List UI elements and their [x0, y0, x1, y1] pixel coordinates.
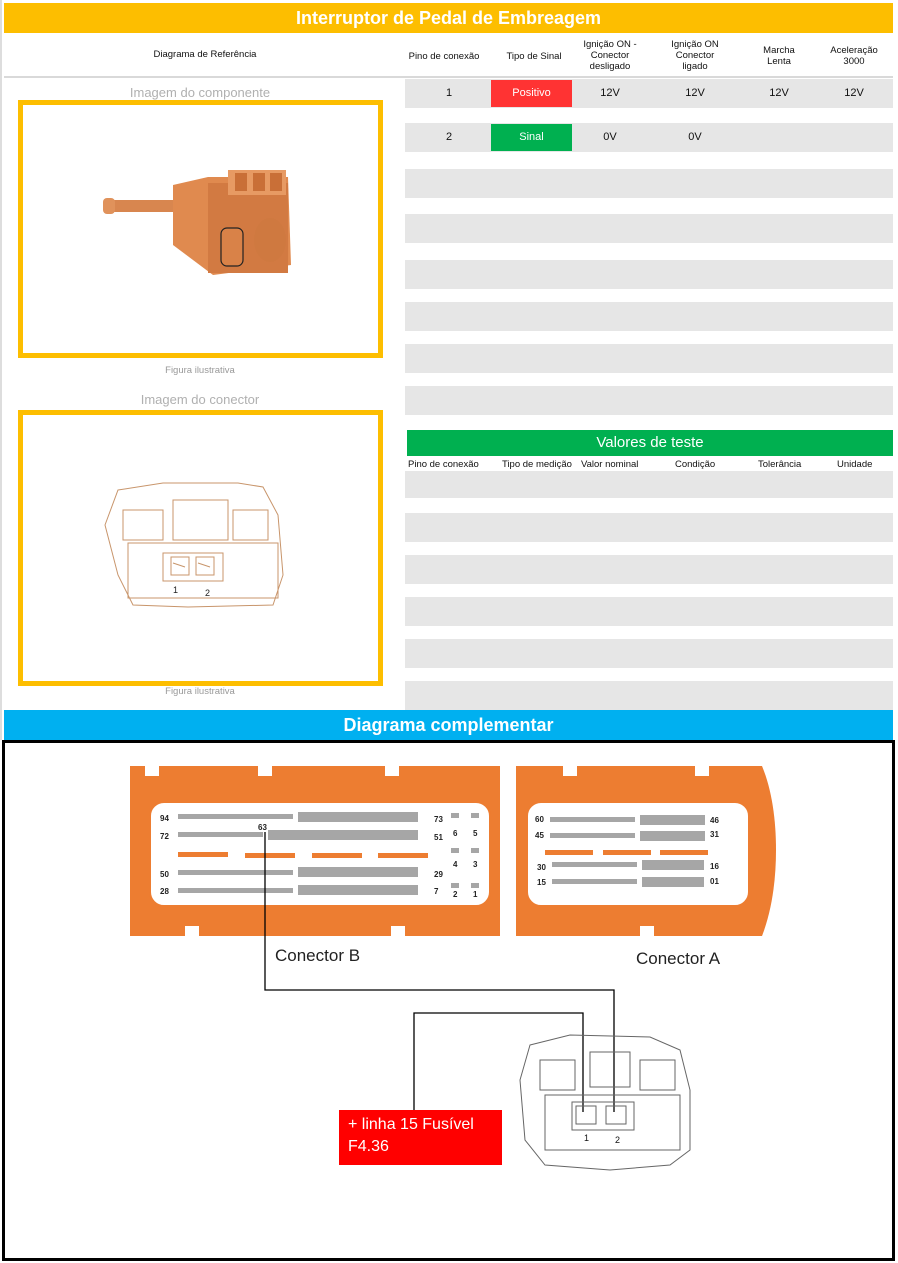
- pin-number: 1: [445, 87, 453, 99]
- supply-wire-fuse: [414, 1013, 583, 1112]
- b-pin-label: 2: [453, 890, 458, 899]
- empty-row: [405, 169, 893, 198]
- test-values-title: Valores de teste: [407, 430, 893, 456]
- connector-caption: Figura ilustrativa: [165, 686, 235, 697]
- col-accel-line2: 3000: [843, 56, 865, 67]
- test-header-unit: Unidade: [837, 459, 873, 470]
- test-header-condition: Condição: [675, 459, 716, 470]
- ecu-wiring-diagram: [0, 740, 898, 1260]
- empty-row: [405, 260, 893, 289]
- connector-image-frame: [18, 410, 383, 686]
- test-row: [405, 471, 893, 498]
- fuse-label-box: [339, 1110, 502, 1165]
- a-pin-label: 15: [537, 878, 546, 887]
- switch-connector-drawing: [520, 1035, 690, 1170]
- col-idle-line2: Lenta: [767, 56, 791, 67]
- b-pin-label: 50: [160, 870, 169, 879]
- a-pin-label: 45: [535, 831, 544, 840]
- ign-off-value: 12V: [600, 87, 620, 99]
- b-pin-label: 72: [160, 832, 169, 841]
- b-pin-label: 51: [434, 833, 443, 842]
- col-accel-line1: Aceleração: [830, 45, 878, 56]
- test-header-pin: Pino de conexão: [408, 459, 479, 470]
- b-pin-label: 5: [473, 829, 478, 838]
- b-pin-label: 4: [453, 860, 458, 869]
- test-row: [405, 597, 893, 626]
- col-ign-off-line1: Ignição ON -: [583, 39, 637, 50]
- component-image-label: Imagem do componente: [129, 85, 271, 100]
- col-ign-off-line2: Conector: [590, 50, 630, 61]
- a-pin-label: 31: [710, 830, 719, 839]
- col-ign-on-line3: ligado: [682, 61, 708, 72]
- test-header-measurement-type: Tipo de medição: [502, 459, 572, 470]
- col-accel-header: [814, 45, 894, 67]
- test-header-tolerance: Tolerância: [758, 459, 802, 470]
- plug-pin1-label: 1: [584, 1133, 590, 1143]
- signal-type-badge-sinal: Sinal: [491, 124, 572, 151]
- accel-value: [814, 123, 894, 152]
- plug-pin2-label: 2: [615, 1135, 621, 1145]
- component-caption: Figura ilustrativa: [165, 365, 235, 376]
- ign-on-value: 0V: [688, 131, 702, 143]
- connector-pin1-label: 1: [173, 585, 179, 595]
- col-signal-type-header: Tipo de Sinal: [506, 51, 562, 62]
- empty-row: [405, 344, 893, 373]
- col-ign-off-line3: desligado: [589, 61, 631, 72]
- test-row: [405, 639, 893, 668]
- col-ign-off-header: [570, 39, 650, 72]
- b-pin-label: 1: [473, 890, 478, 899]
- clutch-switch-image: [23, 105, 378, 353]
- b-pin-label: 73: [434, 815, 443, 824]
- b-pin-label: 7: [434, 887, 439, 896]
- accel-value: 12V: [844, 87, 864, 99]
- pin-number: 2: [445, 131, 453, 143]
- pin-row-1: [405, 79, 893, 108]
- page-title: Interruptor de Pedal de Embreagem: [4, 3, 893, 33]
- col-idle-header: [739, 45, 819, 67]
- a-pin-label: 16: [710, 862, 719, 871]
- col-ign-on-line2: Conector: [675, 50, 715, 61]
- complementary-diagram-title: Diagrama complementar: [4, 710, 893, 740]
- component-image-frame: [18, 100, 383, 358]
- b-pin-label: 6: [453, 829, 458, 838]
- connector-image-label: Imagem do conector: [140, 392, 260, 407]
- signal-type-badge-positivo: Positivo: [491, 80, 572, 107]
- switch-plunger: [108, 200, 183, 212]
- a-pin-label: 46: [710, 816, 719, 825]
- idle-value: 12V: [769, 87, 789, 99]
- ign-off-value: 0V: [603, 131, 617, 143]
- col-ign-on-header: [655, 39, 735, 72]
- col-reference-header: Diagrama de Referência: [153, 49, 257, 60]
- a-pin-label: 60: [535, 815, 544, 824]
- col-idle-line1: Marcha: [763, 45, 795, 56]
- idle-value: [739, 123, 819, 152]
- b-pin-label: 3: [473, 860, 478, 869]
- test-row: [405, 555, 893, 584]
- ign-on-value: 12V: [685, 87, 705, 99]
- switch-plunger-tip: [103, 198, 115, 214]
- pin-row-2: [405, 123, 893, 152]
- a-pin-label: 30: [537, 863, 546, 872]
- b-pin-label: 29: [434, 870, 443, 879]
- fuse-line-2: F4.36: [348, 1138, 389, 1155]
- test-row: [405, 513, 893, 542]
- col-pin-header: Pino de conexão: [408, 51, 480, 62]
- empty-row: [405, 214, 893, 243]
- connector-b-label: Conector B: [275, 946, 361, 965]
- header-separator: [4, 76, 893, 78]
- connector-a-label: Conector A: [636, 949, 721, 968]
- a-pin-label: 01: [710, 877, 719, 886]
- b-pin-label: 63: [258, 823, 267, 832]
- connector-outline: [105, 483, 283, 607]
- switch-connector-socket: [221, 228, 243, 266]
- connector-drawing: [23, 415, 378, 681]
- empty-row: [405, 386, 893, 415]
- col-ign-on-line1: Ignição ON: [671, 39, 719, 50]
- fuse-line-1: + linha 15 Fusível: [348, 1116, 474, 1133]
- b-pin-label: 94: [160, 814, 169, 823]
- connector-pin2-label: 2: [205, 588, 211, 598]
- b-pin-label: 28: [160, 887, 169, 896]
- empty-row: [405, 302, 893, 331]
- test-header-nominal-value: Valor nominal: [581, 459, 639, 470]
- test-row: [405, 681, 893, 710]
